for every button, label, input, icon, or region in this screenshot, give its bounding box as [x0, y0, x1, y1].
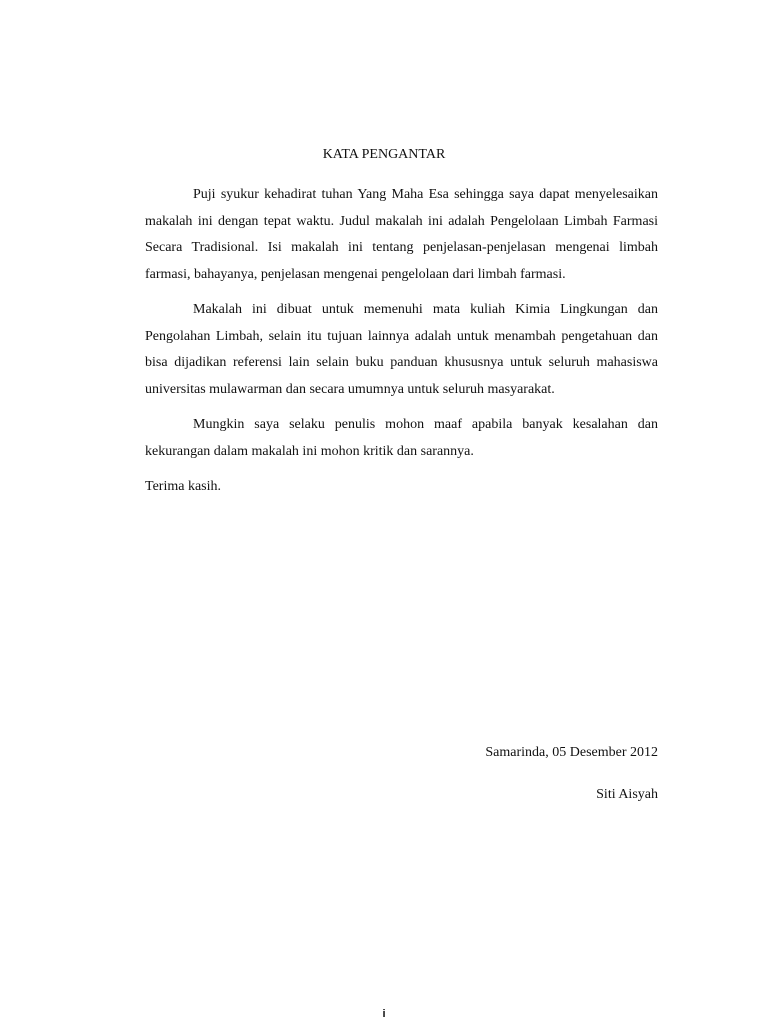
signature-place-date: Samarinda, 05 Desember 2012: [485, 745, 658, 760]
page-number: i: [382, 1008, 386, 1020]
paragraph-introduction: Puji syukur kehadirat tuhan Yang Maha Esa sehingga saya dapat menyelesaikan makalah ini dengan tepat waktu. Judul makalah ini adalah Pengelolaan Limbah Farmasi Secara Tradisional. Isi makalah ini tentang penjelasan-penjelasan mengenai limbah farmasi, bahayanya, penjelasan mengenai pengelolaan dari limbah farmasi.: [145, 187, 658, 282]
paragraph-apology: Mungkin saya selaku penulis mohon maaf apabila banyak kesalahan dan kekurangan dalam makalah ini mohon kritik dan sarannya.: [145, 417, 658, 459]
paragraph-purpose: Makalah ini dibuat untuk memenuhi mata kuliah Kimia Lingkungan dan Pengolahan Limbah, selain itu tujuan lainnya adalah untuk menambah pengetahuan dan bisa dijadikan referensi lain selain buku panduan khususnya untuk seluruh mahasiswa universitas mulawarman dan secara umumnya untuk seluruh masyarakat.: [145, 302, 658, 397]
closing-text: Terima kasih.: [145, 479, 221, 494]
signature-author: Siti Aisyah: [596, 787, 658, 802]
document-body: [145, 182, 658, 510]
page-title: KATA PENGANTAR: [322, 147, 446, 162]
